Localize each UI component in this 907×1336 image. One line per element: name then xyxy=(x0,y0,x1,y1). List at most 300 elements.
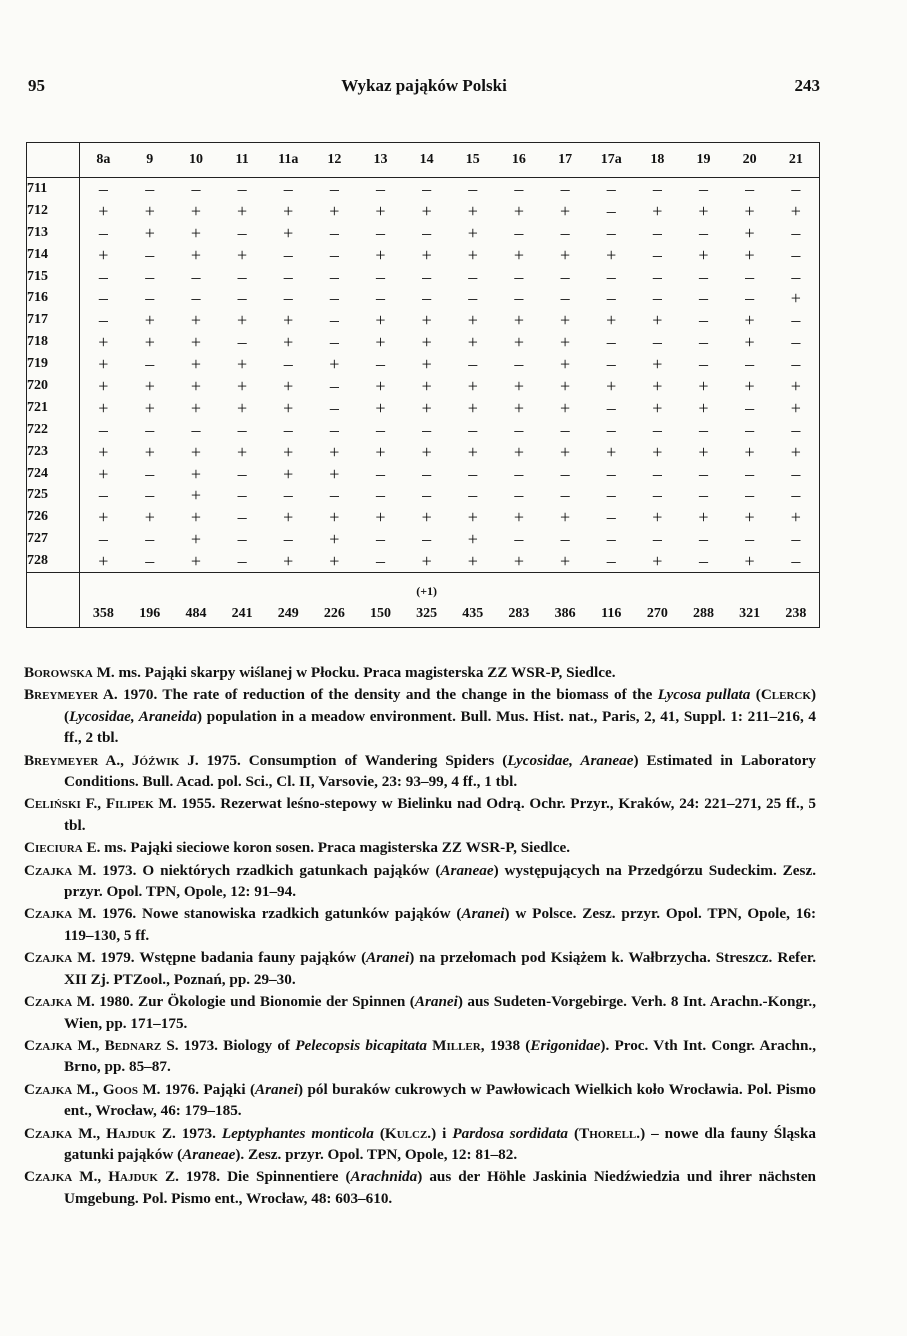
reference-author: Czajka M. xyxy=(24,861,97,879)
table-cell: + xyxy=(375,375,386,396)
table-cell: – xyxy=(698,354,708,375)
table-cell: – xyxy=(606,507,616,528)
note-cell xyxy=(173,573,219,602)
table-row xyxy=(27,287,819,309)
table-cell: + xyxy=(283,441,294,462)
table-cell: – xyxy=(376,463,385,484)
table-cell: + xyxy=(237,354,248,375)
table-cell: + xyxy=(559,332,571,353)
table-cell: + xyxy=(190,551,202,572)
table-cell: + xyxy=(744,200,755,221)
table-cell: – xyxy=(560,178,570,199)
table-cell: – xyxy=(745,463,755,484)
table-cell: + xyxy=(237,375,248,396)
table-cell: – xyxy=(468,485,478,506)
note-cell xyxy=(680,573,726,602)
reference-entry xyxy=(24,991,816,1034)
reference-text: ) pól buraków cukrowych w Pawłowicach Wielkich koło Wrocławia. Pol. Pismo ent., Wrocław, 46: 179–185. xyxy=(64,1080,816,1120)
table-cell: – xyxy=(791,485,801,506)
table-cell: – xyxy=(283,244,293,265)
reference-author: Borowska M. xyxy=(24,664,115,681)
table-cell: – xyxy=(791,266,801,287)
table-cell: + xyxy=(513,507,524,528)
row-label: 718 xyxy=(27,331,80,353)
reference-text: 1975. Consumption of Wandering Spiders ( xyxy=(198,751,508,769)
table-cell: + xyxy=(559,310,571,331)
table-cell: + xyxy=(467,507,478,528)
table-cell: – xyxy=(652,288,662,309)
species-table xyxy=(26,142,820,628)
table-cell: – xyxy=(237,551,247,572)
table-cell: + xyxy=(467,222,478,243)
table-cell: + xyxy=(329,441,340,462)
table-cell: + xyxy=(329,529,340,550)
table-cell: – xyxy=(376,288,385,309)
table-cell: – xyxy=(652,419,662,440)
table-cell: – xyxy=(329,222,339,243)
table-cell: + xyxy=(283,310,294,331)
reference-italic-text: Lycosidae, Araneae xyxy=(507,751,634,769)
table-cell: – xyxy=(422,178,432,199)
table-cell: – xyxy=(652,529,662,550)
table-cell: – xyxy=(376,354,385,375)
table-header-row xyxy=(27,143,819,178)
table-cell: – xyxy=(329,397,339,418)
note-cell xyxy=(80,573,127,602)
reference-text: ) na przełomach pod Książem k. Wałbrzycha. Streszcz. Refer. XII Zj. PTZool., Poznań, pp. 29–30. xyxy=(64,949,816,988)
table-cell: + xyxy=(283,200,294,221)
column-header: 21 xyxy=(773,143,819,178)
table-cell: + xyxy=(744,551,755,572)
table-cell: – xyxy=(606,419,616,440)
table-cell: + xyxy=(190,529,202,550)
note-cell xyxy=(265,573,311,602)
table-cell: – xyxy=(145,244,155,265)
table-cell: + xyxy=(283,397,294,418)
table-cell: + xyxy=(190,200,202,221)
table-cell: + xyxy=(421,244,432,265)
reference-italic-text: Aranei xyxy=(366,949,410,967)
table-cell: + xyxy=(698,397,709,418)
table-cell: – xyxy=(698,419,708,440)
table-cell: + xyxy=(744,310,755,331)
table-cell: – xyxy=(376,529,385,550)
table-cell: – xyxy=(237,529,247,550)
row-label: 727 xyxy=(27,528,80,550)
note-cell xyxy=(773,573,819,602)
row-label: 726 xyxy=(27,506,80,528)
row-label: 714 xyxy=(27,244,80,266)
table-cell: + xyxy=(698,441,709,462)
table-cell: – xyxy=(745,266,755,287)
reference-italic-text: Aranei xyxy=(461,905,505,923)
table-cell: + xyxy=(744,375,755,396)
total-cell: 325 xyxy=(404,601,450,628)
table-cell: – xyxy=(329,485,339,506)
table-cell: – xyxy=(237,332,247,353)
table-cell: – xyxy=(514,463,524,484)
table-cell: + xyxy=(375,507,386,528)
total-cell: 283 xyxy=(496,601,542,628)
table-cell: + xyxy=(698,244,709,265)
table-cell: – xyxy=(791,178,801,199)
table-cell: – xyxy=(791,354,801,375)
table-cell: – xyxy=(652,485,662,506)
reference-entry xyxy=(24,684,816,748)
reference-entry xyxy=(24,1166,816,1209)
table-cell: + xyxy=(421,441,432,462)
row-label xyxy=(27,601,80,628)
table-cell: – xyxy=(329,419,339,440)
table-row xyxy=(27,441,819,463)
reference-italic-text: Pardosa sordidata xyxy=(452,1124,569,1142)
table-cell: – xyxy=(606,332,616,353)
reference-text: ms. Pająki skarpy wiślanej w Płocku. Praca magisterska ZZ WSR-P, Siedlce. xyxy=(114,664,616,681)
table-cell: – xyxy=(514,419,524,440)
table-corner-cell xyxy=(27,143,80,178)
table-cell: – xyxy=(560,529,570,550)
table-cell: + xyxy=(329,200,340,221)
table-cell: + xyxy=(190,354,202,375)
total-cell: 241 xyxy=(219,601,265,628)
table-cell: + xyxy=(144,222,155,243)
table-cell: + xyxy=(467,200,478,221)
reference-author: Czajka M. xyxy=(24,905,97,923)
table-cell: – xyxy=(698,178,708,199)
reference-text: ) aus Sudeten-Vorgebirge. Verh. 8 Int. Arachn.-Kongr., Wien, pp. 171–175. xyxy=(64,993,816,1032)
reference-text: ( xyxy=(568,1124,580,1142)
table-cell: – xyxy=(652,463,662,484)
table-cell: + xyxy=(237,441,248,462)
table-cell: + xyxy=(559,200,571,221)
total-cell: 484 xyxy=(173,601,219,628)
table-cell: – xyxy=(606,266,616,287)
table-cell: – xyxy=(698,222,708,243)
table-cell: + xyxy=(144,507,155,528)
table-cell: – xyxy=(237,507,247,528)
table-cell: + xyxy=(652,551,663,572)
table-cell: + xyxy=(237,200,248,221)
table-cell: + xyxy=(237,244,248,265)
total-cell: 116 xyxy=(588,601,634,628)
table-cell: – xyxy=(376,222,385,243)
table-cell: + xyxy=(98,397,109,418)
table-cell: + xyxy=(283,507,294,528)
reference-entry xyxy=(24,662,816,683)
column-header: 13 xyxy=(357,143,403,178)
table-cell: – xyxy=(745,485,755,506)
table-cell: + xyxy=(698,200,709,221)
table-row xyxy=(27,266,819,288)
row-label: 722 xyxy=(27,419,80,441)
page-number-right: 243 xyxy=(794,76,820,95)
table-cell: – xyxy=(422,288,432,309)
table-cell: + xyxy=(190,375,202,396)
reference-author: Thorell. xyxy=(579,1124,641,1142)
table-cell: – xyxy=(652,266,662,287)
table-cell: + xyxy=(559,551,571,572)
table-cell: + xyxy=(375,397,386,418)
reference-italic-text: Arachnida xyxy=(350,1168,418,1186)
table-cell: + xyxy=(98,507,109,528)
table-cell: + xyxy=(559,354,571,375)
table-cell: – xyxy=(468,288,478,309)
table-row xyxy=(27,528,819,550)
table-cell: + xyxy=(98,244,109,265)
table-cell: – xyxy=(698,529,708,550)
table-cell: – xyxy=(745,529,755,550)
table-row xyxy=(27,222,819,244)
table-cell: + xyxy=(237,310,248,331)
note-cell xyxy=(357,573,403,602)
reference-author: Czajka M. xyxy=(24,949,96,967)
table-cell: + xyxy=(744,222,755,243)
table-cell: + xyxy=(513,310,524,331)
reference-italic-text: Lycosidae, Araneida xyxy=(69,707,198,725)
table-cell: – xyxy=(329,310,339,331)
table-cell: + xyxy=(698,375,709,396)
table-cell: + xyxy=(421,375,432,396)
reference-text: 1978. Die Spinnentiere ( xyxy=(178,1168,351,1186)
reference-author: Breymeyer A. xyxy=(24,686,118,704)
reference-entry xyxy=(24,903,816,946)
column-header: 19 xyxy=(680,143,726,178)
table-cell: + xyxy=(144,441,155,462)
table-cell: – xyxy=(237,485,247,506)
reference-text: 1973. O niektórych rzadkich gatunkach pająków ( xyxy=(96,861,441,879)
table-cell: + xyxy=(98,551,109,572)
table-cell: + xyxy=(606,244,617,265)
reference-text: ( xyxy=(373,1124,385,1142)
table-cell: – xyxy=(652,332,662,353)
table-cell: – xyxy=(329,288,339,309)
reference-italic-text: Pelecopsis bicapitata xyxy=(295,1036,427,1054)
reference-author: Czajka M., Bednarz S. xyxy=(24,1036,179,1054)
row-label: 721 xyxy=(27,397,80,419)
table-cell: + xyxy=(190,244,202,265)
table-cell: – xyxy=(514,222,524,243)
column-header: 14 xyxy=(404,143,450,178)
column-header: 18 xyxy=(634,143,680,178)
reference-text: ) w Polsce. Zesz. przyr. Opol. TPN, Opole, 16: 119–130, 5 ff. xyxy=(64,905,816,944)
column-header: 11a xyxy=(265,143,311,178)
total-cell: 435 xyxy=(450,601,496,628)
table-cell: + xyxy=(513,200,524,221)
table-cell: – xyxy=(191,178,201,199)
table-cell: – xyxy=(145,419,155,440)
note-cell xyxy=(219,573,265,602)
reference-text: 1955. Rezerwat leśno-stepowy w Bielinku nad Odrą. Ochr. Przyr., Kraków, 24: 221–271, 25 ff., 5 tbl. xyxy=(64,795,816,834)
table-cell: – xyxy=(698,332,708,353)
table-cell: + xyxy=(606,441,617,462)
table-cell: + xyxy=(790,200,801,221)
total-cell: 238 xyxy=(773,601,819,628)
reference-text: ). Zesz. przyr. Opol. TPN, Opole, 12: 81–82. xyxy=(235,1145,518,1163)
table-cell: – xyxy=(468,178,478,199)
reference-author: Celiński F., Filipek M. xyxy=(24,795,177,813)
table-cell: – xyxy=(422,485,432,506)
table-cell: – xyxy=(145,463,155,484)
table-cell: – xyxy=(560,222,570,243)
table-cell: – xyxy=(468,463,478,484)
table-cell: – xyxy=(145,551,155,572)
table-cell: – xyxy=(606,222,616,243)
reference-text: 1973. xyxy=(175,1124,222,1142)
total-cell: 321 xyxy=(727,601,773,628)
note-cell xyxy=(588,573,634,602)
reference-text: ) population in a meadow environment. Bull. Mus. Hist. nat., Paris, 2, 41, Suppl. 1: 211–216, 4 ff., 2 tbl. xyxy=(64,707,816,747)
table-cell: – xyxy=(191,419,201,440)
table-cell: – xyxy=(376,178,385,199)
table-cell: + xyxy=(467,244,478,265)
table-cell: – xyxy=(606,397,616,418)
table-cell: + xyxy=(744,507,755,528)
table-cell: – xyxy=(791,551,801,572)
table-cell: – xyxy=(468,266,478,287)
reference-text: 1973. Biology of xyxy=(178,1036,296,1054)
table-cell: + xyxy=(606,375,617,396)
table-row xyxy=(27,484,819,506)
table-cell: + xyxy=(652,200,663,221)
table-cell: + xyxy=(421,397,432,418)
table-cell: + xyxy=(559,441,571,462)
table-row xyxy=(27,244,819,266)
table-cell: – xyxy=(329,244,339,265)
total-cell: 358 xyxy=(80,601,127,628)
table-cell: – xyxy=(98,529,108,550)
table-cell: + xyxy=(513,375,524,396)
table-cell: – xyxy=(560,419,570,440)
table-cell: – xyxy=(745,288,755,309)
note-cell xyxy=(311,573,357,602)
note-cell xyxy=(634,573,680,602)
table-cell: – xyxy=(283,288,293,309)
reference-author: Czajka M., Hajduk Z. xyxy=(24,1124,176,1142)
table-cell: + xyxy=(283,463,294,484)
table-cell: + xyxy=(467,310,478,331)
table-cell: – xyxy=(606,529,616,550)
reference-text: 1970. The rate of reduction of the density and the change in the biomass of the xyxy=(117,686,658,704)
table-cell: + xyxy=(698,507,709,528)
table-cell: – xyxy=(329,178,339,199)
table-cell: + xyxy=(421,507,432,528)
table-cell: – xyxy=(191,288,201,309)
totals-row xyxy=(27,601,819,628)
table-cell: – xyxy=(422,463,432,484)
table-cell: + xyxy=(421,354,432,375)
table-cell: + xyxy=(283,332,294,353)
table-cell: + xyxy=(190,397,202,418)
table-cell: + xyxy=(652,507,663,528)
table-cell: – xyxy=(145,354,155,375)
note-cell xyxy=(727,573,773,602)
table-cell: – xyxy=(283,354,293,375)
table-cell: + xyxy=(98,375,109,396)
table-cell: – xyxy=(468,419,478,440)
table-cell: + xyxy=(329,507,340,528)
table-cell: – xyxy=(237,288,247,309)
table-cell: – xyxy=(698,463,708,484)
table-cell: + xyxy=(513,244,524,265)
note-cell: (+1) xyxy=(404,573,450,602)
reference-text: ) Estimated in Laboratory Conditions. Bull. Acad. pol. Sci., Cl. II, Varsovie, 23: 93–99, 4 ff., 1 tbl. xyxy=(64,751,816,791)
table-cell: + xyxy=(421,200,432,221)
table-row xyxy=(27,309,819,331)
table-cell: – xyxy=(98,266,108,287)
table-cell: – xyxy=(283,178,293,199)
column-header: 12 xyxy=(311,143,357,178)
table-cell: – xyxy=(791,310,801,331)
table-cell: – xyxy=(283,529,293,550)
table-cell: – xyxy=(98,419,108,440)
reference-entry xyxy=(24,837,816,858)
total-cell: 226 xyxy=(311,601,357,628)
table-row xyxy=(27,178,819,200)
row-label: 724 xyxy=(27,463,80,485)
table-cell: + xyxy=(559,244,571,265)
reference-text: ) ( xyxy=(64,686,816,725)
table-cell: + xyxy=(329,551,340,572)
reference-entry xyxy=(24,793,816,836)
column-header: 15 xyxy=(450,143,496,178)
reference-italic-text: Aranei xyxy=(414,993,458,1011)
reference-author: Czajka M., Goos M. xyxy=(24,1080,161,1098)
table-cell: – xyxy=(652,244,662,265)
table-cell: – xyxy=(329,332,339,353)
table-cell: + xyxy=(190,222,202,243)
table-cell: + xyxy=(790,375,801,396)
table-cell: + xyxy=(744,441,755,462)
table-cell: + xyxy=(606,310,617,331)
reference-text: ). Proc. Vth Int. Congr. Arachn., Brno, pp. 85–87. xyxy=(64,1036,816,1076)
table-cell: – xyxy=(560,266,570,287)
table-cell: – xyxy=(698,310,708,331)
table-cell: + xyxy=(190,485,202,506)
reference-text: ) – nowe dla fauny Śląska gatunki pająków ( xyxy=(64,1124,816,1163)
page-number-left: 95 xyxy=(28,76,45,95)
table-cell: + xyxy=(421,551,432,572)
table-cell: + xyxy=(652,375,663,396)
reference-text: ms. Pająki sieciowe koron sosen. Praca magisterska ZZ WSR-P, Siedlce. xyxy=(100,839,571,857)
table-cell: – xyxy=(98,222,108,243)
table-cell: – xyxy=(422,266,432,287)
table-cell: + xyxy=(559,397,571,418)
table-cell: – xyxy=(791,244,801,265)
table-cell: + xyxy=(190,441,202,462)
table-row xyxy=(27,200,819,222)
running-title: Wykaz pająków Polski xyxy=(341,76,507,95)
reference-author: Czajka M., Hajduk Z. xyxy=(24,1168,179,1186)
table-cell: + xyxy=(652,354,663,375)
table-cell: + xyxy=(190,507,202,528)
reference-italic-text: Lycosa pullata xyxy=(657,686,751,704)
table-cell: + xyxy=(190,463,202,484)
total-cell: 386 xyxy=(542,601,588,628)
table-cell: + xyxy=(467,397,478,418)
reference-text: ) aus der Höhle Jaskinia Niedźwiedzia und ihrer nächsten Umgebung. Pol. Pismo ent., Wrocław, 48: 603–610. xyxy=(64,1168,817,1207)
table-cell: + xyxy=(375,244,386,265)
table-cell: – xyxy=(652,222,662,243)
table-cell: – xyxy=(237,419,247,440)
reference-text: 1976. Pająki ( xyxy=(160,1080,255,1098)
table-cell: + xyxy=(744,332,755,353)
reference-text: 1976. Nowe stanowiska rzadkich gatunków pająków ( xyxy=(96,905,462,923)
table-cell: + xyxy=(790,507,801,528)
table-cell: – xyxy=(237,266,247,287)
total-cell: 196 xyxy=(127,601,173,628)
table-cell: – xyxy=(514,354,524,375)
table-cell: + xyxy=(790,441,801,462)
